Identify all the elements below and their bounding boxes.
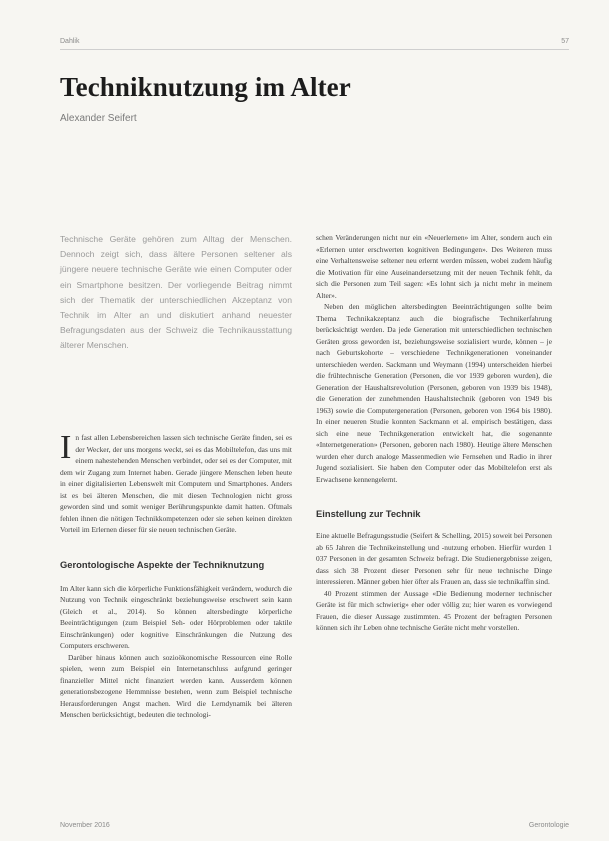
intro-paragraph: [60, 429, 292, 536]
article-title: Techniknutzung im Alter: [60, 72, 351, 102]
footer-journal: Gerontologie: [528, 822, 569, 829]
page-number: 57: [561, 38, 569, 45]
article-abstract: Technische Geräte gehören zum Alltag der Menschen. Dennoch zeigt sich, dass ältere Personen seltener als jüngere neuere technische Geräte wie einen Computer oder ein Smartphone besitzen. Der vorliegende Beitrag nimmt sich der Thematik der unterschiedlichen Akzeptanz von Technik im Alter an und diskutiert anhand neuester Befragungsdaten aus der Schweiz die Technikausstattung älterer Menschen.: [60, 234, 292, 351]
drop-cap: I: [60, 429, 72, 466]
right-paragraph-2: Neben den möglichen altersbedingten Beeinträchtigungen sollte beim Thema Technikakzeptanz auch die biografische Technikerfahrung berücksichtigt werden. Da jede Generation mit unterschiedlichen technischen Geräten gross geworden ist, beziehungsweise sozialisiert wurde, können – je nach Geburtskohorte – verschiedene Technikgenerationen voneinander unterschieden werden. Sackmann und Weymann (1994) unterscheiden hierbei die frühtechnische Generation (Personen, die vor 1939 geboren wurden), die Generation der Haushaltsrevolution (Personen, geboren von 1939 bis 1948), die Generation der zunehmenden Haushaltstechnik (geboren von 1949 bis 1963) sowie die Computergeneration (Personen, geboren von 1964 bis 1980). In einer neueren Studie konnten Sackmann et al. empirisch bestätigen, dass sich eine neue Technikgeneration entwickelt hat, die sogenannte «Internetgeneration» (Personen, geboren nach 1980). Heutige ältere Menschen wurden eher durch analoge Massenmedien wie Fernsehen und Radio in ihrer Jugend sozialisiert. Sie haben den Computer oder das Mobiltelefon erst als Erwachsene kennengelernt.: [316, 302, 552, 484]
section2-paragraph-1: Eine aktuelle Befragungsstudie (Seifert & Schelling, 2015) soweit bei Personen ab 65 Jahren die Technikeinstellung und -nutzung erhoben. Hierfür wurden 1 037 Personen in der gesamten Schweiz befragt. Die Studienergebnisse zeigen, dass sich 38 Prozent dieser Personen sehr für neue technische Dinge interessieren. Männer geben hier öfter als Frauen an, dass sie technikaffin sind.: [316, 531, 552, 586]
right-column: [316, 232, 552, 634]
section1-paragraph-2: Darüber hinaus können auch sozioökonomische Ressourcen eine Rolle spielen, wenn zum Beispiel ein Internetanschluss aufgrund geringer finanzieller Mittel nicht finanziert werden kann. Ausserdem können generationsbezogene Hemmnisse bestehen, wenn zum Beispiel technische Herausforderungen Angst machen. Wird die Lerndynamik bei älteren Menschen berücksichtigt, bedeuten die technologi-: [60, 652, 292, 719]
section-heading-gerontology: Gerontologische Aspekte der Techniknutzung: [60, 558, 265, 570]
left-column: [60, 429, 292, 721]
section-heading-attitude: Einstellung zur Technik: [316, 508, 421, 519]
intro-text: n fast allen Lebensbereichen lassen sich technische Geräte finden, sei es der Wecker, der uns morgens weckt, sei es das Mobiltelefon, das uns mit einem nahestehenden Menschen verbindet, oder sei es der Computer, mit dem wir Zugang zum Internet haben. Gerade jüngere Menschen leben heute in einer digitalisierten Lebenswelt mit Computern und Smartphones. Anders ist es bei älteren Menschen, die mit diesen Technologien nicht gross geworden sind und somit weniger Berührungspunkte damit hatten. Oftmals fehlen ihnen die nötigen Technikkompetenzen oder sie sehen keinen direkten Vorteil im Erlernen dieser für sie neuen technischen Geräte.: [60, 433, 292, 534]
header-rule: [60, 49, 569, 50]
right-paragraph-1: schen Veränderungen nicht nur ein «Neuerlernen» im Alter, sondern auch ein «Erlernen unter erschwerten kognitiven Bedingungen». Des Weiteren muss eine Verhaltensweise seltener neu erlernt werden müssen, wobei zudem häufig die Motivation für eine Auseinandersetzung mit der neuen Technik fehlt, da sich die Personen zum Teil sagen: «Es lohnt sich ja nicht mehr in meinem Alter».: [316, 233, 552, 300]
running-header-left: Dahlik: [60, 38, 80, 45]
footer-date: November 2016: [60, 822, 110, 829]
section1-paragraph-1: Im Alter kann sich die körperliche Funktionsfähigkeit verändern, wodurch die Nutzung von Technik eingeschränkt beziehungsweise erschwert sein kann (Gleich et al., 2014). So können altersbedingte körperliche Beeinträchtigungen (zum Beispiel Seh- oder Hörproblemen oder taktile Einschränkungen) oder kognitive Einschränkungen die Nutzung des Computers erschweren.: [60, 583, 292, 650]
section2-paragraph-2: 40 Prozent stimmen der Aussage «Die Bedienung moderner technischer Geräte ist für mich schwierig» eher oder völlig zu; hier waren es vorwiegend Frauen, die dieser Aussage zustimmten. 45 Prozent der befragten Personen können sich ihr Leben ohne technische Geräte nicht mehr vorstellen.: [316, 588, 552, 632]
article-author: Alexander Seifert: [60, 113, 137, 124]
